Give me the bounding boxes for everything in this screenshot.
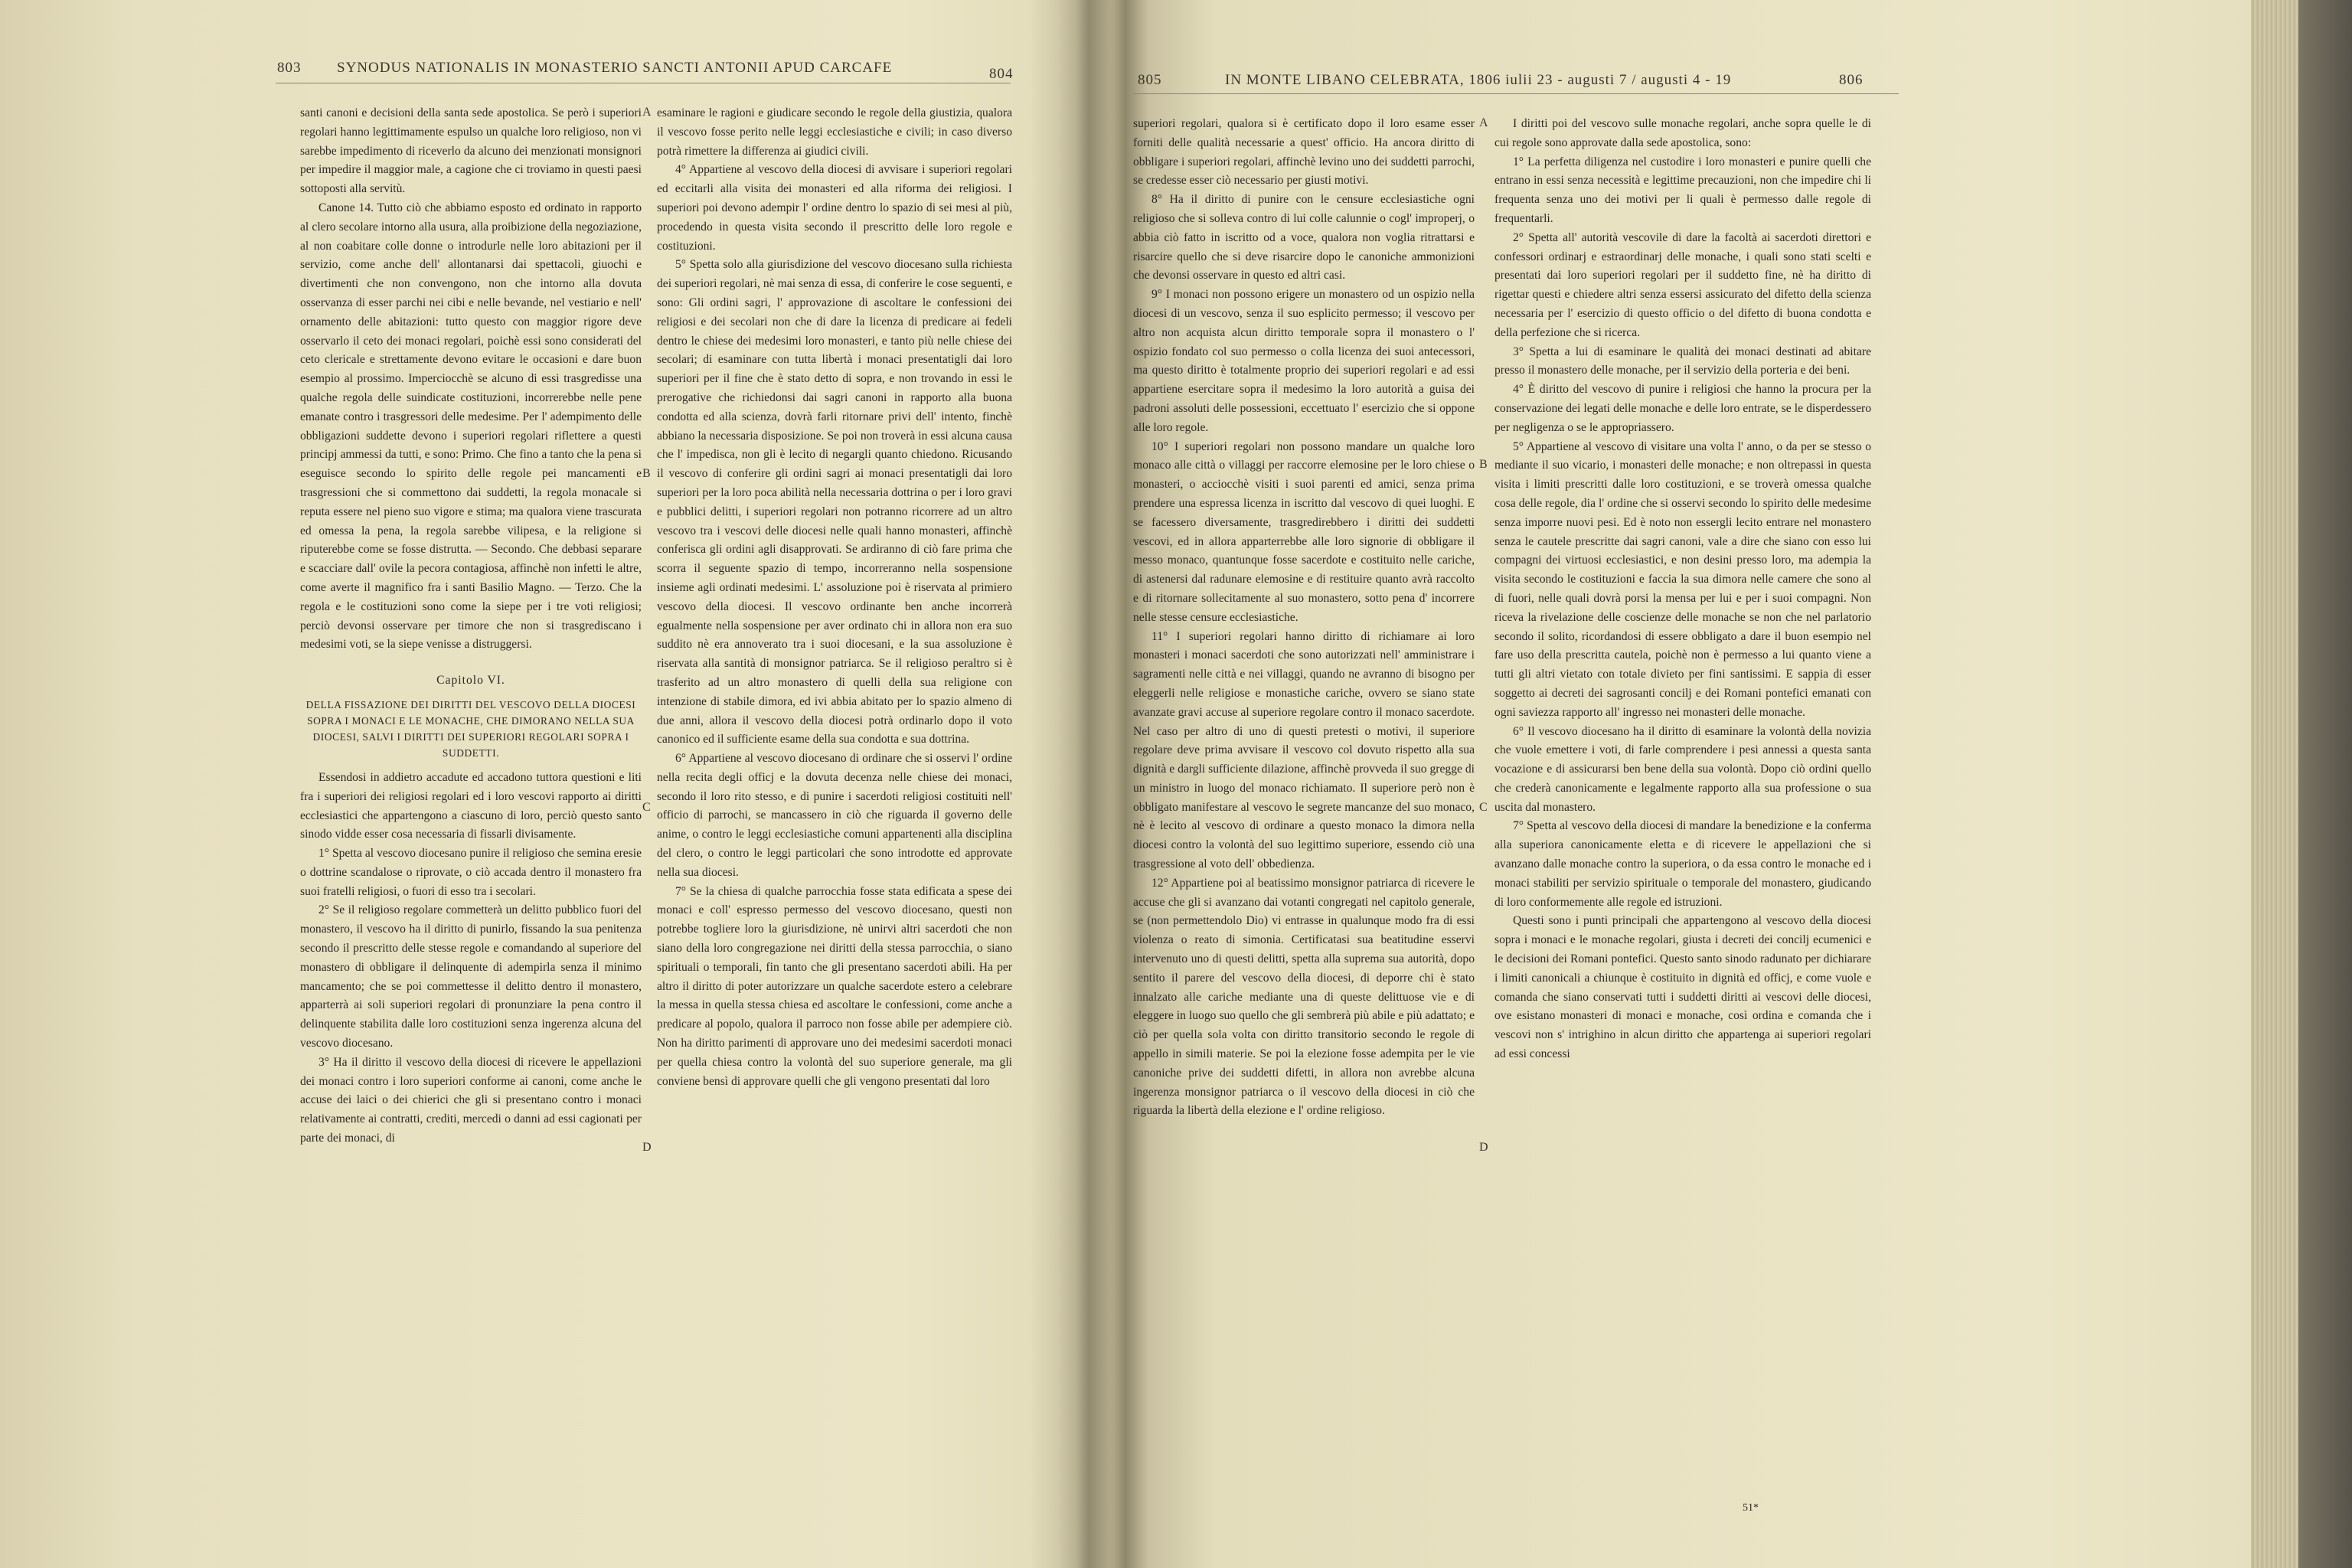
paragraph: 11° I superiori regolari hanno diritto di richiamare ai loro monasteri i monaci sacerdoti che sono autorizzati nell' amministrare i sagramenti nelle città e nei villaggi, quando ne avranno di bisogno per eleggerli nelle religiose e monastiche cariche, ovvero se siano state avanzate gravi accuse al superiore regolare contro il monaco sacerdote. Nel caso per altro di uno di questi pretesti o motivi, il superiore regolare deve prima avvisare il vescovo col dovuto rispetto alla sua dignità e dargli sufficiente dilazione, affinchè provveda il suo gregge di un ministro in luogo del monaco richiamato. Il superiore però non è obbligato manifestare al vescovo le segrete mancanze del suo monaco, nè è lecito al vescovo di ordinare a questo monaco la dimora nella diocesi contro la volontà del suo legittimo superiore, essendo ciò una trasgressione al voto dell' obbedienza. [1133, 629, 1475, 871]
page-edges [2251, 0, 2352, 1568]
paragraph: 12° Appartiene poi al beatissimo monsignor patriarca di ricevere le accuse che gli si avanzano dai votanti congregati nel capitolo generale, se (non permettendolo Dio) vi entrasse in qualunque modo fra di essi violenza o reato di simonia. Certificatasi sua beatitudine esservi intervenuto uno di questi delitti, spetta alla suprema sua autorità, dopo sentito il parere del vescovo della diocesi, di deporre chi è stato innalzato alle cariche mediante una di queste delittuose vie e di eleggere in luogo suo quello che gli sembrerà più abile e più adattato; e ciò per quella sola volta con diritto transitorio secondo le regole di appello in simili materie. Se poi la elezione fosse adempita per le vie canoniche prive dei suddetti difetti, in allora non avrebbe alcuna ingerenza monsignor patriarca o il vescovo della diocesi in ciò che riguarda la libertà della elezione e l' ordine religioso. [1133, 876, 1475, 1118]
paragraph: 5° Spetta solo alla giurisdizione del vescovo diocesano sulla richiesta dei superiori regolari, nè mai senza di essa, di conferire le cose seguenti, e sono: Gli ordini sagri, l' approvazione di ascoltare le confessioni dei religiosi e dei secolari non che di dare la licenza di predicare ai fedeli dentro le chiese dei medesimi loro monasteri, e tanto più nelle chiese dei secolari; di esaminare con tutta libertà i monaci presentatigli dai loro superiori per il fine che è stato detto di sopra, e non trovando in essi le prerogative che richiedonsi dai sagri canoni in rapporto alla buona condotta ed alla scienza, dovrà farli ritornare privi dell' intento, finchè abbiano la necessaria disposizione. Se poi non troverà in essi alcuna causa che l' impedisca, non gli è lecito di negargli quanto chiedono. Ricusando il vescovo di conferire gli ordini sagri ai monaci presentatigli dai loro superiori per la loro poca abilità nella necessaria dottrina o per i loro gravi e pubblici delitti, i superiori regolari non potranno ricorrere ad un altro vescovo tra i vescovi delle diocesi nelle quali hanno monasteri, affinchè conferisca gli ordini agli disapprovati. Se ardiranno di ciò fare prima che scorra il seguente spazio di tempo, incorreranno nella sospensione insieme agli ordinati medesimi. L' assoluzione poi è riservata al primiero vescovo della diocesi. Il vescovo ordinante ben anche incorrerà egualmente nella sospensione per aver ordinato chi in allora non era suo suddito nè era annoverato tra i suoi diocesani, e la sua assoluzione è riservata alla santità di monsignor patriarca. Se il religioso peraltro si è trasferito ad un altro monastero di quelli della sua religione con intenzione di stabile dimora, ed ivi abbia abitato per lo spazio almeno di due anni, allora il vescovo della diocesi potrà ordinarlo dopo il voto canonico ed il sufficiente esame della sua condotta e sua dottrina. [657, 258, 1012, 746]
paragraph: superiori regolari, qualora si è certificato dopo il loro esame esser forniti delle qualità necessarie a quest' officio. Ha ancora diritto di obbligare i superiori regolari, affinchè levino uno dei suddetti parrochi, se credesse esser ciò necessario per giusti motivi. [1133, 117, 1475, 188]
chapter-title: Capitolo VI. [436, 674, 505, 688]
signature-mark: 51* [1743, 1502, 1759, 1514]
right-column-1 [1133, 115, 1475, 1121]
margin-marker-b: B [642, 467, 651, 480]
right-page [1102, 0, 2251, 1568]
running-head-left: SYNODUS NATIONALIS IN MONASTERIO SANCTI ANTONII APUD CARCAFE [337, 60, 893, 76]
paragraph: 6° Appartiene al vescovo diocesano di ordinare che si osservi l' ordine nella recita degli officj e la dovuta decenza nelle chiese dei monaci, secondo il loro rito stesso, e di punire i sacerdoti religiosi costituiti nell' officio di parrochi, se mancassero in ciò che riguarda il governo delle anime, o contro le leggi ecclesiastiche comuni appartenenti alla disciplina del clero, o contro le leggi particolari che sono introdotte ed approvate nella sua diocesi. [657, 752, 1012, 879]
page-number-806: 806 [1839, 72, 1864, 88]
paragraph: Questi sono i punti principali che appartengono al vescovo della diocesi sopra i monaci e le monache regolari, giusta i decreti dei concilj ecumenici e le decisioni dei Romani pontefici. Questo santo sinodo radunato per dichiarare i limiti canonicali a chiunque è costituito in dignità ed officj, e come vuole e comanda che siano conservati tutti i suddetti diritti ai vescovi delle diocesi, ove esistano monasteri di monaci e monache, così ordina e comanda che i vescovi non s' intrighino in alcun diritto che appartenga ai superiori regolari ad essi concessi [1494, 914, 1871, 1061]
left-page [0, 0, 1072, 1568]
margin-marker-d: D [642, 1141, 652, 1154]
margin-marker-a: A [1479, 116, 1488, 129]
paragraph: 2° Spetta all' autorità vescovile di dare la facoltà ai sacerdoti direttori e confessori ordinarj e estraordinarj delle monache, i quali sono stati scelti e presentati dai loro superiori regolari per il suddetto fine, nè ha diritto di rigettar questi e chiedere altri senza essersi assicurato del difetto della scienza necessaria per l' esercizio di questo officio o del difetto di buona condotta e della perfezione che si ricerca. [1494, 230, 1871, 339]
margin-marker-c: C [1479, 801, 1488, 814]
paragraph: esaminare le ragioni e giudicare secondo le regole della giustizia, qualora il vescovo fosse perito nelle leggi ecclesiastiche e civili; in caso diverso potrà rimettere la differenza ai giudici civili. [657, 106, 1012, 158]
page-number-804: 804 [989, 66, 1014, 82]
paragraph: 1° Spetta al vescovo diocesano punire il religioso che semina eresie o dottrine scandalose o riprovate, o ciò accada dentro il monastero fra suoi fratelli religiosi, o fuori di esso tra i secolari. [300, 847, 642, 898]
right-column-2 [1494, 115, 1871, 1064]
running-head-right: IN MONTE LIBANO CELEBRATA, 1806 iulii 23 - augusti 7 / augusti 4 - 19 [1225, 72, 1732, 88]
left-column-1 [300, 104, 642, 1148]
header-rule [1133, 93, 1899, 94]
paragraph: 4° È diritto del vescovo di punire i religiosi che hanno la procura per la conservazione dei legati delle monache e delle loro entrate, se le disperdessero per negligenza o se le appropriassero. [1494, 383, 1871, 434]
page-number-803: 803 [277, 60, 302, 76]
paragraph: 7° Spetta al vescovo della diocesi di mandare la benedizione e la conferma alla superiora canonicamente eletta e di ricevere le appellazioni che si avanzano dalle monache contro la superiora, o da essa contro le monache ed i monaci stabiliti per servizio spirituale o temporale del monastero, giudicando di loro conformemente alle regole ed istruzioni. [1494, 819, 1871, 909]
paragraph: 7° Se la chiesa di qualche parrocchia fosse stata edificata a spese dei monaci e coll' espresso permesso del vescovo diocesano, questi non potrebbe togliere loro la giurisdizione, nè unirvi altri sacerdoti che non siano della loro congregazione nei diritti della stessa parrocchia, o siano spirituali o temporali, fin tanto che gli presentano sacerdoti abili. Ha per altro il diritto di poter autorizzare un qualche sacerdote estero a celebrare la messa in quella stessa chiesa ed ascoltare le confessioni, come anche a predicare al popolo, qualora il parroco non fosse abile per adempiere ciò. Non ha diritto parimenti di approvare uno dei medesimi sacerdoti monaci per quella chiesa contro la volontà del suo superiore generale, ma gli conviene bensì di approvare quelli che gli vengono presentati dal loro [657, 884, 1012, 1088]
margin-marker-d: D [1479, 1141, 1488, 1154]
paragraph: Canone 14. Tutto ciò che abbiamo esposto ed ordinato in rapporto al clero secolare intorno alla usura, alla proibizione della negoziazione, al non coabitare colle donne o introdurle nelle loro abitazioni per il servizio, come anche dell' allontanarsi dai spettacoli, giuochi e divertimenti che non convengono, non che intorno alla dovuta osservanza di esser parchi nei cibi e nelle bevande, nel vestiario e nell' ornamento delle abitazioni: tutto questo con maggior rigore deve osservarlo il ceto dei monaci regolari, poichè essi sono considerati del ceto clericale e strettamente devono evitare le occasioni e dare buon esempio al prossimo. Imperciocchè se alcuno di essi trasgredisse una qualche regola delle suindicate costituzioni, incorrerebbe nelle pene emanate contro i trasgressori delle medesime. Per l' adempimento delle obbligazioni suddette devono i superiori regolari riflettere a questi principj ammessi da tutti, e sono: Primo. Che fino a tanto che la pena si eseguisce secondo lo spirito delle regole pei mancamenti e trasgressioni che si commettono dai suddetti, la regola monacale si reputa essere nel pieno suo vigore e stima; ma qualora viene trascurata ed omessa la pena, la regola sarebbe vilipesa, e la religione si riputerebbe come se fosse distrutta. — Secondo. Che debbasi separare e scacciare dall' ovile la pecora contagiosa, affinchè non infetti le altre, come averte il magnifico fra i santi Basilio Magno. — Terzo. Che la regola e le costituzioni sono come la siepe per i tre voti religiosi; perciò devonsi osservare per timore che non si trasgrediscano i medesimi voti, se la siepe venisse a distruggersi. [300, 201, 642, 652]
paragraph: 9° I monaci non possono erigere un monastero od un ospizio nella diocesi di un vescovo, senza il suo esplicito permesso; il vescovo per altro non acquista alcun diritto temporale sopra il monastero o l' ospizio fondato col suo permesso o colla licenza dei suoi antecessori, ma questo diritto è totalmente proprio dei superiori regolari e ad essi appartiene esercitare sopra il medesimo la loro autorità a guisa dei padroni assoluti delle possessioni, eccettuato l' esercizio che si oppone alle loro regole. [1133, 288, 1475, 434]
paragraph: santi canoni e decisioni della santa sede apostolica. Se però i superiori regolari hanno legittimamente espulso un qualche loro religioso, non vi sarebbe impedimento di riceverlo da alcuno dei menzionati monsignori per impedire il maggior male, a cagione che ci troviamo in questi paesi sottoposti alla servitù. [300, 106, 642, 196]
margin-marker-a: A [642, 106, 652, 119]
chapter-subtitle: DELLA FISSAZIONE DEI DIRITTI DEL VESCOVO DELLA DIOCESI SOPRA I MONACI E LE MONACHE, CHE DIMORANO NELLA SUA DIOCESI, SALVI I DIRITTI DEI SUPERIORI REGOLARI SOPRA I SUDDETTI. [305, 698, 636, 759]
paragraph: 3° Spetta a lui di esaminare le qualità dei monaci destinati ad abitare presso il monastero delle monache, per il servizio della porteria e dei beni. [1494, 345, 1871, 377]
margin-marker-b: B [1479, 458, 1488, 471]
page-number-805: 805 [1138, 72, 1162, 88]
paragraph: 6° Il vescovo diocesano ha il diritto di esaminare la volontà della novizia che vuole emettere i voti, di farle comprendere i pesi annessi a questa santa vocazione e di assicurarsi ben bene della sua volontà. Dopo ciò ordini quello che crederà canonicamente e legalmente rapporto alla sua professione o sua uscita dal monastero. [1494, 724, 1871, 814]
paragraph: 4° Appartiene al vescovo della diocesi di avvisare i superiori regolari ed eccitarli alla visita dei monasteri ed alla riforma dei religiosi. I superiori poi devono adempir l' ordine dentro lo spazio di sei mesi al più, procedendo in questa visita secondo il prescritto delle loro regole e costituzioni. [657, 163, 1012, 253]
paragraph: 5° Appartiene al vescovo di visitare una volta l' anno, o da per se stesso o mediante il suo vicario, i monasteri delle monache; e non oltrepassi in questa visita i limiti prescritti dalle loro costituzioni, e se troverà omessa qualche cosa delle regole, dia l' ordine che si osservi secondo lo spirito delle medesime senza imporre nuovi pesi. Ed è noto non essergli lecito entrare nel monastero senza le cautele prescritte dai sagri canoni, vale a dire che siano con esso lui compagni dei virtuosi ecclesiastici, e non desini presso loro, ma adempia la visita secondo le costituzioni e faccia la sua dimora nelle camere che sono al di fuori, nelle quali dovrà porsi la mensa per lui e per i suoi compagni. Non riceva la rivelazione delle coscienze delle monache se non che nel parlatorio secondo il solito, ricordandosi di essere obbligato a dare il buon esempio nel fare uso della prescritta cautela, poichè non è permesso a lui quanto viene a tutti gli altri vietato con totale divieto per fini santissimi. E sappia di esser soggetto ai decreti dei sagrosanti concilj e dei Romani pontefici emanati con ogni saviezza rapporto all' ingresso nei monasteri delle monache. [1494, 439, 1871, 719]
paragraph: 3° Ha il diritto il vescovo della diocesi di ricevere le appellazioni dei monaci contro i loro superiori conforme ai canoni, come anche le accuse dei laici o dei chierici che gli si presentano contro i monaci relativamente ai contratti, crediti, mercedi o danni ad essi cagionati per parte dei monaci, di [300, 1055, 642, 1145]
margin-marker-c: C [642, 801, 651, 814]
paragraph: 1° La perfetta diligenza nel custodire i loro monasteri e punire quelli che entrano in essi senza necessità e legittime precauzioni, non che impedire chi li frequenta senza uno dei motivi per li quali è permesso dalle regole di frequentarli. [1494, 155, 1871, 225]
paragraph: 2° Se il religioso regolare commetterà un delitto pubblico fuori del monastero, il vescovo ha il diritto di punirlo, fissando la sua penitenza secondo il prescritto delle stesse regole e comandando al superiore del monastero di obbligare il delinquente di adempirla senza il minimo mancamento; che se poi commettesse il delitto dentro il monastero, apparterrà ai soli superiori regolari di pronunziare la pena contro il delinquente stabilita dalle loro costituzioni senza ingerenza alcuna del vescovo diocesano. [300, 903, 642, 1050]
paragraph: 10° I superiori regolari non possono mandare un qualche loro monaco alle città o villaggi per raccorre elemosine per le loro chiese o monasteri, o acciocchè visiti i suoi parenti ed amici, senza prima prendere una espressa licenza in iscritto dal vescovo di quei luoghi. E se facessero diversamente, trasgredirebbero i diritti dei suddetti vescovi, ed in allora apparterrebbe alle loro signorie di obbligare il messo monaco, quantunque fosse sacerdote e costituito nelle cariche, di astenersi dal radunare elemosine e di restituire quanto avrà raccolto e di ritornare sollecitamente al suo monastero, sotto pena d' incorrere nelle stesse censure ecclesiastiche. [1133, 439, 1475, 624]
left-column-2 [657, 104, 1012, 1091]
paragraph: 8° Ha il diritto di punire con le censure ecclesiastiche ogni religioso che si solleva contro di lui colle calunnie o cogl' improperj, o abbia ciò fatto in iscritto od a voce, qualora non voglia ritrattarsi e risarcire quello che si deve risarcire dopo le canoniche ammonizioni che devonsi osservare in questo ed altri casi. [1133, 193, 1475, 283]
paragraph: I diritti poi del vescovo sulle monache regolari, anche sopra quelle le di cui regole sono approvate dalla sede apostolica, sono: [1494, 117, 1871, 149]
paragraph: Essendosi in addietro accadute ed accadono tuttora questioni e liti fra i superiori dei religiosi regolari ed i loro vescovi rapporto ai diritti ecclesiastici che appartengono a ciascuno di loro, perciò questo santo sinodo vidde esser cosa necessaria di fissarli divisamente. [300, 770, 642, 841]
